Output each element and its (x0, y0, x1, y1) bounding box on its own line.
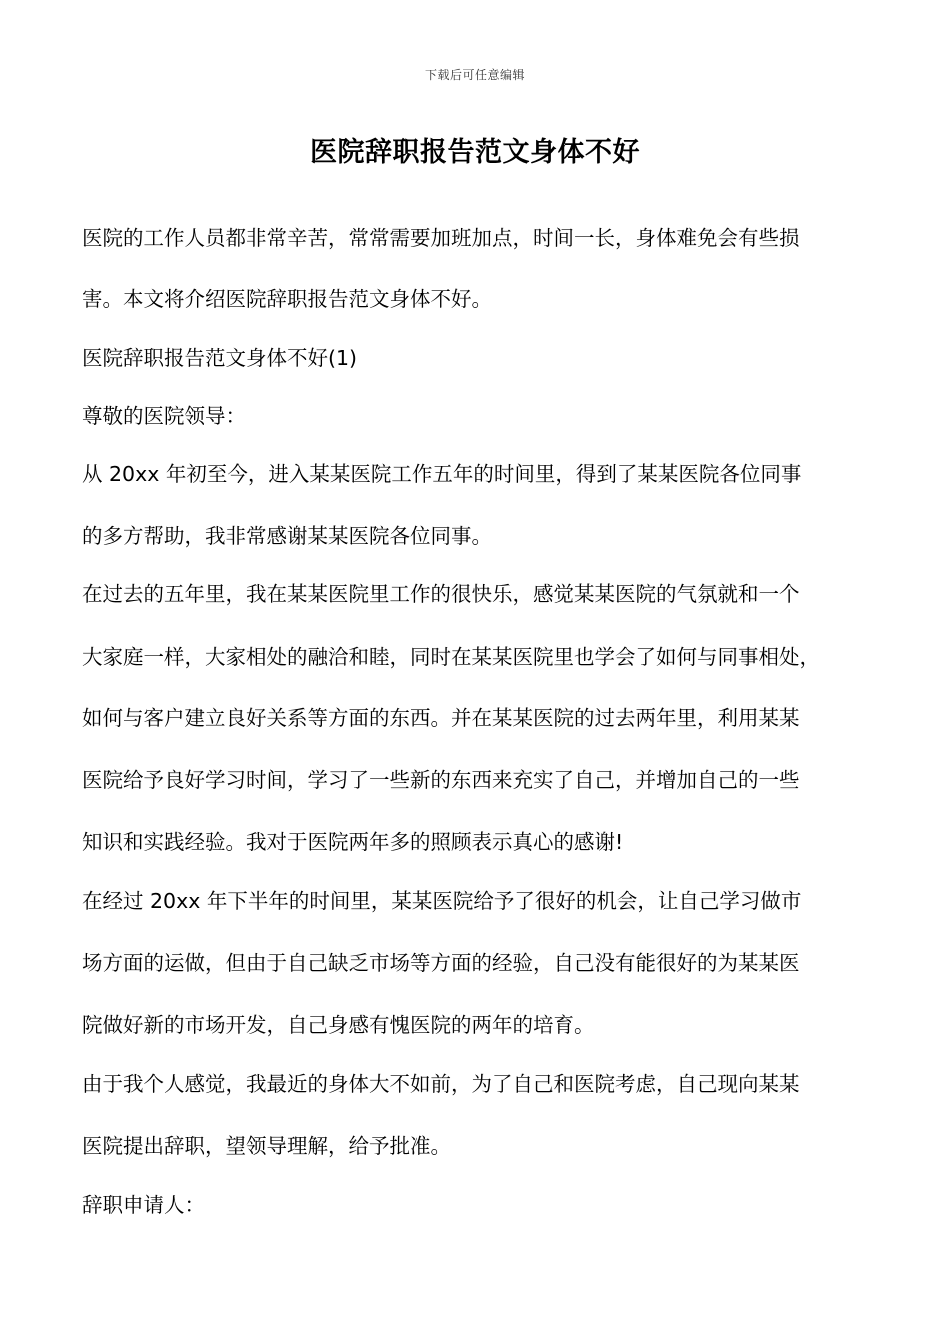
signature-label: 辞职申请人： (82, 1193, 205, 1217)
paragraph-1-line-1: 从 20xx 年初至今，进入某某医院工作五年的时间里，得到了某某医院各位同事 (82, 462, 802, 486)
paragraph-1-line-2: 的多方帮助，我非常感谢某某医院各位同事。 (82, 524, 492, 548)
paragraph-3-line-1: 在经过 20xx 年下半年的时间里，某某医院给予了很好的机会，让自己学习做市 (82, 889, 802, 913)
intro-line-2: 害。本文将介绍医院辞职报告范文身体不好。 (82, 287, 492, 311)
document-title: 医院辞职报告范文身体不好 (310, 137, 640, 168)
paragraph-2-line-4: 医院给予良好学习时间，学习了一些新的东西来充实了自己，并增加自己的一些 (82, 768, 800, 792)
salutation: 尊敬的医院领导： (82, 404, 246, 428)
paragraph-2-line-3: 如何与客户建立良好关系等方面的东西。并在某某医院的过去两年里，利用某某 (82, 706, 800, 730)
paragraph-2-line-2: 大家庭一样，大家相处的融洽和睦，同时在某某医院里也学会了如何与同事相处， (82, 645, 820, 669)
paragraph-3-line-2: 场方面的运做，但由于自己缺乏市场等方面的经验，自己没有能很好的为某某医 (82, 951, 800, 975)
intro-line-1: 医院的工作人员都非常辛苦，常常需要加班加点，时间一长，身体难免会有些损 (82, 226, 800, 250)
header-note: 下载后可任意编辑 (424, 68, 525, 82)
paragraph-4-line-2: 医院提出辞职，望领导理解，给予批准。 (82, 1134, 451, 1158)
paragraph-2-line-1: 在过去的五年里，我在某某医院里工作的很快乐，感觉某某医院的气氛就和一个 (82, 582, 800, 606)
paragraph-3-line-3: 院做好新的市场开发，自己身感有愧医院的两年的培育。 (82, 1013, 595, 1037)
section-heading: 医院辞职报告范文身体不好(1) (82, 346, 358, 370)
paragraph-2-line-5: 知识和实践经验。我对于医院两年多的照顾表示真心的感谢! (82, 830, 624, 854)
paragraph-4-line-1: 由于我个人感觉，我最近的身体大不如前，为了自己和医院考虑，自己现向某某 (82, 1072, 800, 1096)
